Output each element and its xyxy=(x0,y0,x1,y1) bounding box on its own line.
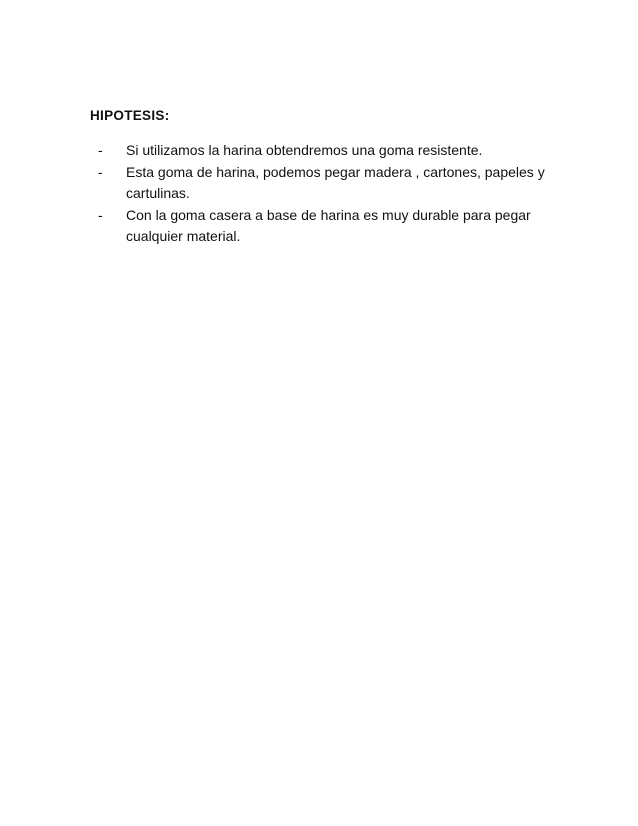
list-item xyxy=(90,162,570,205)
section-heading: HIPOTESIS: xyxy=(90,108,170,123)
hypothesis-list xyxy=(90,140,570,248)
list-item xyxy=(90,205,570,248)
bullet-dash: - xyxy=(98,163,103,180)
list-item-text: Esta goma de harina, podemos pegar madera , cartones, papeles y cartulinas. xyxy=(126,163,545,201)
list-item-text: Si utilizamos la harina obtendremos una goma resistente. xyxy=(126,142,483,158)
list-item-text: Con la goma casera a base de harina es muy durable para pegar cualquier material. xyxy=(126,206,531,244)
bullet-dash: - xyxy=(98,206,103,223)
bullet-dash: - xyxy=(98,142,103,158)
list-item xyxy=(90,140,570,162)
